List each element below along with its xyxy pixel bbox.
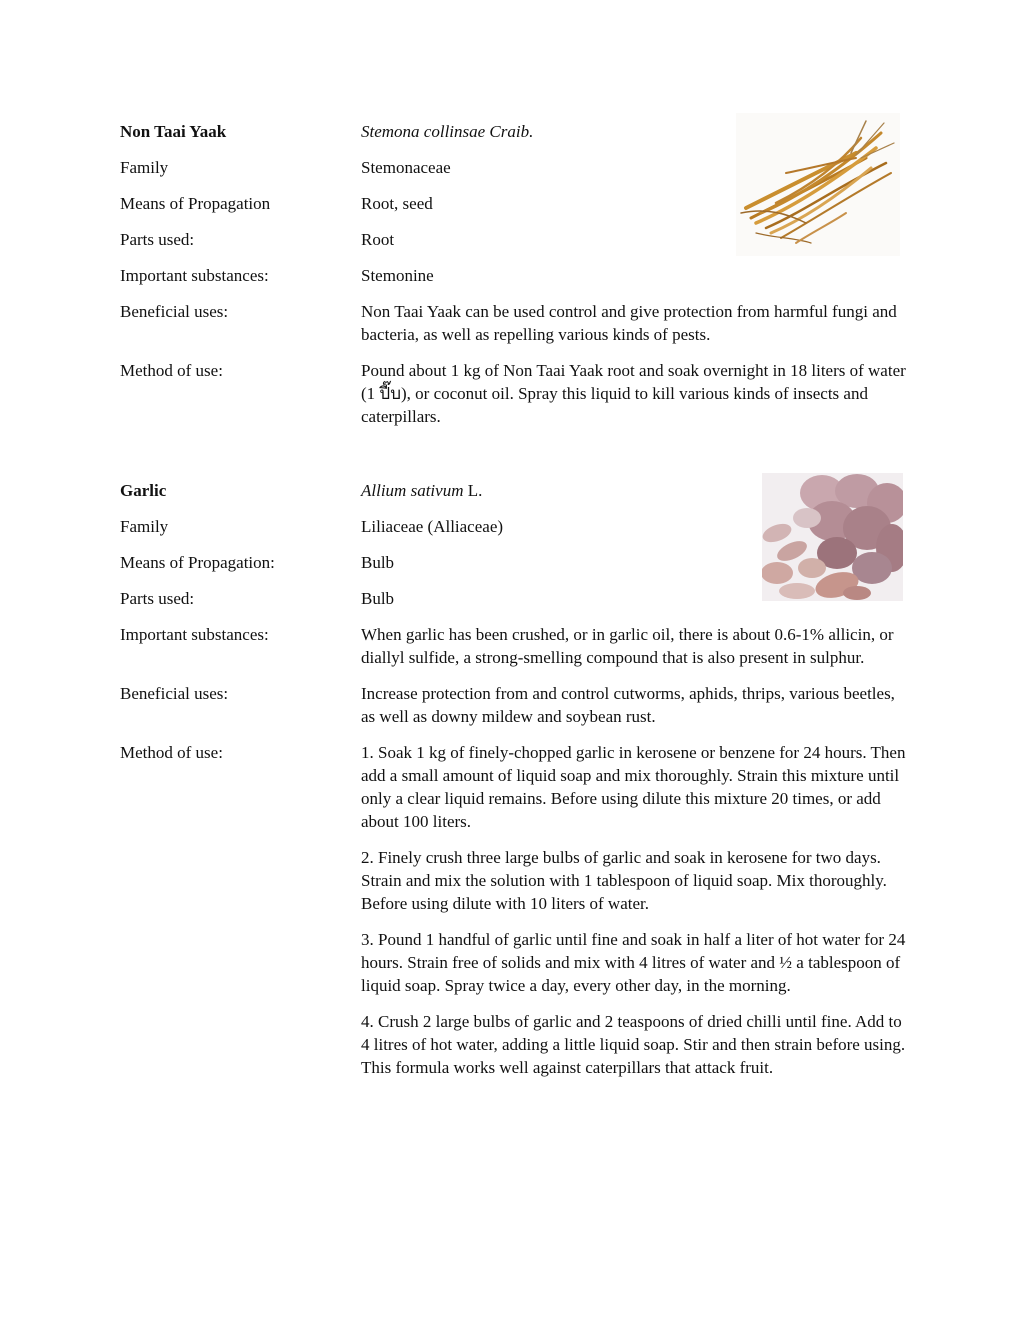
common-name: Non Taai Yaak bbox=[120, 122, 227, 141]
method-paragraphs bbox=[361, 741, 906, 1092]
substances-row bbox=[120, 623, 920, 669]
beneficial-uses-value: Increase protection from and control cutworms, aphids, thrips, various beetles, as well as downy mildew and soybean rust. bbox=[361, 684, 895, 726]
family-label: Family bbox=[120, 517, 169, 536]
propagation-label: Means of Propagation: bbox=[120, 553, 275, 572]
method-step: 2. Finely crush three large bulbs of garlic and soak in kerosene for two days. Strain and mix the solution with 1 tablespoon of liquid soap. Mix thoroughly. Before using dilute with 10 liters of water. bbox=[361, 848, 887, 913]
method-step: 1. Soak 1 kg of finely-chopped garlic in kerosene or benzene for 24 hours. Then add a small amount of liquid soap and mix thoroughly. Strain this mixture until only a clear liquid remains. Before using dilute this mixture 20 times, or add about 100 liters. bbox=[361, 743, 906, 831]
substances-label: Important substances: bbox=[120, 625, 269, 644]
beneficial-uses-row bbox=[120, 682, 920, 728]
beneficial-uses-value: Non Taai Yaak can be used control and give protection from harmful fungi and bacteria, as well as repelling various kinds of pests. bbox=[361, 302, 897, 344]
substances-label: Important substances: bbox=[120, 266, 269, 285]
scientific-name-genus-species: Allium sativum bbox=[361, 481, 464, 500]
family-label: Family bbox=[120, 158, 169, 177]
substances-value: Stemonine bbox=[361, 266, 434, 285]
scientific-name: Stemona collinsae Craib. bbox=[361, 122, 534, 141]
garlic-photo bbox=[762, 473, 903, 601]
method-row bbox=[120, 359, 920, 428]
method-step: 3. Pound 1 handful of garlic until fine and soak in half a liter of hot water for 24 hours. Strain free of solids and mix with 4 litres of water and ½ a tablespoon of liquid soap. Spray twice a day, every other day, in the morning. bbox=[361, 930, 906, 995]
method-step: 4. Crush 2 large bulbs of garlic and 2 teaspoons of dried chilli until fine. Add to 4 litres of hot water, adding a little liquid soap. Stir and then strain before using. This formula works well against caterpillars that attack fruit. bbox=[361, 1012, 906, 1077]
parts-used-label: Parts used: bbox=[120, 230, 195, 249]
substances-value: When garlic has been crushed, or in garlic oil, there is about 0.6-1% allicin, or diallyl sulfide, a strong-smelling compound that is also present in sulphur. bbox=[361, 625, 894, 667]
propagation-value: Bulb bbox=[361, 553, 395, 572]
parts-used-label: Parts used: bbox=[120, 589, 195, 608]
parts-used-value: Root bbox=[361, 230, 395, 249]
beneficial-uses-row bbox=[120, 300, 920, 346]
method-value: Pound about 1 kg of Non Taai Yaak root and soak overnight in 18 liters of water (1 ปี๊บ), or coconut oil. Spray this liquid to kill various kinds of insects and caterpillars. bbox=[361, 361, 906, 426]
method-label: Method of use: bbox=[120, 743, 223, 762]
substances-row bbox=[120, 264, 920, 287]
propagation-label: Means of Propagation bbox=[120, 194, 271, 213]
garlic-illustration bbox=[762, 473, 903, 601]
family-value: Stemonaceae bbox=[361, 158, 451, 177]
root-photo bbox=[736, 113, 900, 256]
parts-used-value: Bulb bbox=[361, 589, 395, 608]
method-row bbox=[120, 741, 920, 1092]
beneficial-uses-label: Beneficial uses: bbox=[120, 302, 229, 321]
family-value: Liliaceae (Alliaceae) bbox=[361, 517, 504, 536]
propagation-value: Root, seed bbox=[361, 194, 433, 213]
method-label: Method of use: bbox=[120, 361, 223, 380]
common-name: Garlic bbox=[120, 481, 167, 500]
dried-root-illustration bbox=[736, 113, 900, 256]
beneficial-uses-label: Beneficial uses: bbox=[120, 684, 229, 703]
scientific-name-author: L. bbox=[463, 481, 483, 500]
